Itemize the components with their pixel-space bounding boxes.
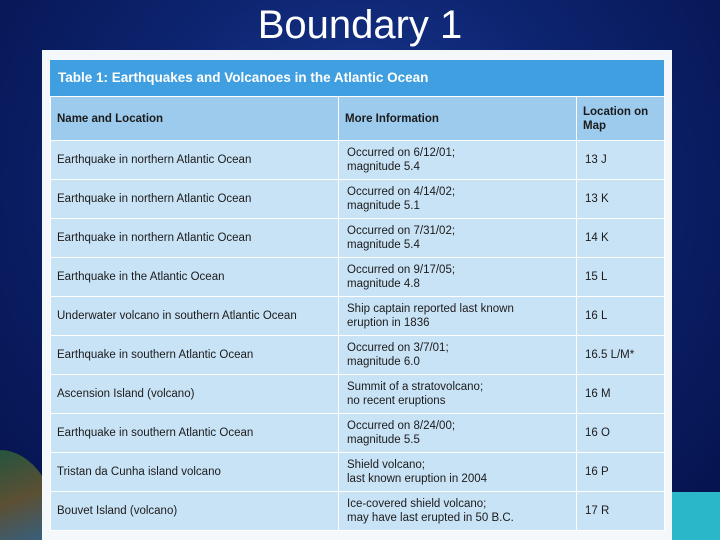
info-line-2: may have last erupted in 50 B.C. bbox=[347, 512, 514, 524]
header-name-location: Name and Location bbox=[51, 97, 339, 141]
info-line-2: magnitude 5.4 bbox=[347, 161, 420, 173]
cell-more-information bbox=[339, 219, 577, 258]
cell-location-on-map: 16.5 L/M* bbox=[577, 336, 665, 375]
cell-location-on-map: 16 L bbox=[577, 297, 665, 336]
cell-location-on-map: 17 R bbox=[577, 492, 665, 531]
background-sea-strip bbox=[668, 492, 720, 540]
info-line-1: Occurred on 3/7/01; bbox=[347, 342, 449, 354]
info-line-1: Occurred on 9/17/05; bbox=[347, 264, 456, 276]
cell-location-on-map: 16 P bbox=[577, 453, 665, 492]
cell-more-information bbox=[339, 492, 577, 531]
cell-location-on-map: 13 K bbox=[577, 180, 665, 219]
info-line-2: magnitude 6.0 bbox=[347, 356, 420, 368]
info-line-1: Occurred on 4/14/02; bbox=[347, 186, 456, 198]
header-more-information: More Information bbox=[339, 97, 577, 141]
cell-more-information bbox=[339, 336, 577, 375]
table-row bbox=[51, 180, 665, 219]
info-line-1: Ice-covered shield volcano; bbox=[347, 498, 487, 510]
table-header-row bbox=[51, 97, 665, 141]
table-row bbox=[51, 492, 665, 531]
cell-location-on-map: 16 O bbox=[577, 414, 665, 453]
cell-location-on-map: 15 L bbox=[577, 258, 665, 297]
info-line-2: no recent eruptions bbox=[347, 395, 446, 407]
info-line-1: Occurred on 8/24/00; bbox=[347, 420, 456, 432]
info-line-2: magnitude 4.8 bbox=[347, 278, 420, 290]
info-line-2: magnitude 5.5 bbox=[347, 434, 420, 446]
info-line-2: magnitude 5.4 bbox=[347, 239, 420, 251]
info-line-1: Ship captain reported last known bbox=[347, 303, 514, 315]
cell-name-location: Earthquake in northern Atlantic Ocean bbox=[51, 141, 339, 180]
cell-name-location: Earthquake in the Atlantic Ocean bbox=[51, 258, 339, 297]
cell-name-location: Earthquake in southern Atlantic Ocean bbox=[51, 336, 339, 375]
cell-more-information bbox=[339, 375, 577, 414]
cell-name-location: Earthquake in northern Atlantic Ocean bbox=[51, 180, 339, 219]
table-row bbox=[51, 141, 665, 180]
table-row bbox=[51, 297, 665, 336]
info-line-2: last known eruption in 2004 bbox=[347, 473, 488, 485]
cell-name-location: Earthquake in southern Atlantic Ocean bbox=[51, 414, 339, 453]
info-line-1: Shield volcano; bbox=[347, 459, 425, 471]
table-row bbox=[51, 336, 665, 375]
table-title: Table 1: Earthquakes and Volcanoes in the Atlantic Ocean bbox=[50, 60, 664, 96]
slide-title: Boundary 1 bbox=[257, 3, 463, 47]
info-line-1: Occurred on 7/31/02; bbox=[347, 225, 456, 237]
cell-more-information bbox=[339, 180, 577, 219]
cell-more-information bbox=[339, 414, 577, 453]
header-location-on-map: Location on Map bbox=[577, 97, 665, 141]
cell-name-location: Tristan da Cunha island volcano bbox=[51, 453, 339, 492]
table-row bbox=[51, 414, 665, 453]
cell-location-on-map: 14 K bbox=[577, 219, 665, 258]
cell-name-location: Underwater volcano in southern Atlantic Ocean bbox=[51, 297, 339, 336]
info-line-2: eruption in 1836 bbox=[347, 317, 430, 329]
cell-more-information bbox=[339, 258, 577, 297]
cell-location-on-map: 13 J bbox=[577, 141, 665, 180]
table-row bbox=[51, 258, 665, 297]
info-line-1: Summit of a stratovolcano; bbox=[347, 381, 484, 393]
cell-more-information bbox=[339, 453, 577, 492]
earthquake-volcano-table bbox=[50, 96, 665, 531]
table-scan bbox=[42, 50, 672, 540]
cell-more-information bbox=[339, 297, 577, 336]
table-row bbox=[51, 453, 665, 492]
info-line-1: Occurred on 6/12/01; bbox=[347, 147, 456, 159]
cell-name-location: Earthquake in northern Atlantic Ocean bbox=[51, 219, 339, 258]
table-row bbox=[51, 375, 665, 414]
cell-more-information bbox=[339, 141, 577, 180]
info-line-2: magnitude 5.1 bbox=[347, 200, 420, 212]
table-row bbox=[51, 219, 665, 258]
cell-location-on-map: 16 M bbox=[577, 375, 665, 414]
cell-name-location: Ascension Island (volcano) bbox=[51, 375, 339, 414]
cell-name-location: Bouvet Island (volcano) bbox=[51, 492, 339, 531]
